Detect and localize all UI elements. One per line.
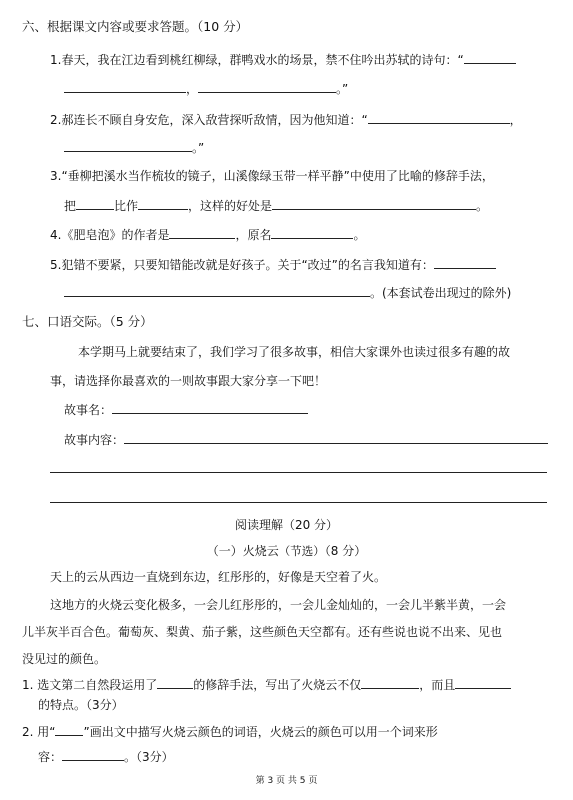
answer-blank[interactable] [271,226,353,239]
reading-question-2-line1 [22,724,438,740]
answer-blank[interactable] [464,51,516,64]
reading-question-2-line2 [38,748,174,765]
passage-points: （8 分） [324,544,367,558]
reading-subtitle [0,542,573,559]
answer-blank[interactable] [368,111,510,124]
answer-blank[interactable] [64,284,370,297]
reading-question-1-line1 [22,676,511,693]
original-name-text: ，原名 [235,228,272,242]
page-footer: 第 3 页 共 5 页 [255,776,318,786]
comma-text: ， [186,82,199,96]
section-7-paragraph-line2: 事，请选择你最喜欢的一则故事跟大家分享一下吧！ [50,374,327,388]
story-content-line-3[interactable] [50,502,547,503]
question-6-4 [50,226,365,243]
story-content-label: 故事内容： [64,433,125,447]
answer-blank[interactable] [64,80,186,93]
story-content-line-2[interactable] [50,472,547,473]
answer-blank[interactable] [361,676,419,689]
reading-question-1-text: 1. 选文第二自然段运用了 [22,678,158,692]
comma-text: ， [509,113,522,127]
story-name-blank[interactable] [112,401,308,414]
question-6-4-text: 4.《肥皂泡》的作者是 [50,228,170,242]
story-name-row [64,401,308,418]
answer-blank[interactable] [455,676,511,689]
close-quote-text: 。” [192,141,205,155]
question-6-1-line1 [50,51,516,68]
answer-blank[interactable] [138,197,188,210]
reading-question-1-text2: 的修辞手法，写出了火烧云不仅 [193,678,362,692]
answer-blank[interactable] [157,676,193,689]
wavy-line-symbol [55,728,83,736]
excerpt-note: （节选） [278,544,325,558]
question-6-5-text: 5.犯错不要紧，只要知错能改就是好孩子。关于“改过”的名言我知道有： [50,258,434,272]
passage-title: （一）火烧云 [206,544,279,558]
note-text: 。(本套试卷出现过的除外) [370,286,512,300]
question-6-1-text: 1.春天，我在江边看到桃红柳绿，群鸭戏水的场景，禁不住吟出苏轼的诗句：“ [50,53,464,67]
reading-question-2-text2: ”画出文中描写火烧云颜色的词语，火烧云的颜色可以用一个词来形 [83,725,438,739]
section-7-paragraph-line1: 本学期马上就要结束了，我们学习了很多故事，相信大家课外也读过很多有趣的故 [78,345,511,359]
section-6-title: 六、根据课文内容或要求答题。（10 分） [22,19,249,34]
story-content-row [64,431,548,448]
question-6-1-line2 [64,80,348,97]
period-text: 。 [476,199,489,213]
benefit-text: ，这样的好处是 [188,199,273,213]
story-name-label: 故事名： [64,403,113,417]
answer-blank[interactable] [64,139,192,152]
bizuo-text: 比作 [114,199,139,213]
passage-paragraph-1: 天上的云从西边一直烧到东边，红彤彤的，好像是天空着了火。 [50,570,387,584]
question-6-5-line1 [50,256,496,273]
answer-blank[interactable] [272,197,476,210]
passage-paragraph-2-line1: 这地方的火烧云变化极多，一会儿红彤彤的，一会儿金灿灿的，一会儿半紫半黄，一会 [50,598,507,612]
period-text: 。 [353,228,366,242]
passage-paragraph-2-line3: 没见过的颜色。 [22,652,107,666]
answer-blank[interactable] [434,256,496,269]
question-6-3-line1: 3.“垂柳把溪水当作梳妆的镜子，山溪像绿玉带一样平静”中使用了比喻的修辞手法， [50,169,494,183]
section-7-title: 七、口语交际。（5 分） [22,314,153,329]
reading-question-1-line2: 的特点。（3分） [38,698,124,712]
reading-question-2-text3: 容： [38,750,63,764]
answer-blank[interactable] [198,80,336,93]
answer-blank[interactable] [76,197,114,210]
question-6-5-line2 [64,284,511,301]
answer-blank[interactable] [62,748,124,761]
ba-text: 把 [64,199,77,213]
reading-question-2-text: 2. 用“ [22,725,56,739]
answer-blank[interactable] [169,226,235,239]
passage-paragraph-2-line2: 儿半灰半百合色。葡萄灰、梨黄、茄子紫，这些颜色天空都有。还有些说也说不出来、见也 [22,625,503,639]
close-quote-text: 。” [336,82,349,96]
reading-question-2-points: 。（3分） [124,750,174,764]
reading-question-1-text3: ，而且 [419,678,456,692]
reading-title: 阅读理解（20 分） [234,518,339,532]
question-6-2-text: 2.郝连长不顾自身安危，深入敌营探听敌情，因为他知道：“ [50,113,368,127]
story-content-blank[interactable] [124,431,548,444]
question-6-2-line2 [64,139,204,156]
question-6-3-line2 [64,197,488,214]
question-6-2-line1 [50,111,522,128]
